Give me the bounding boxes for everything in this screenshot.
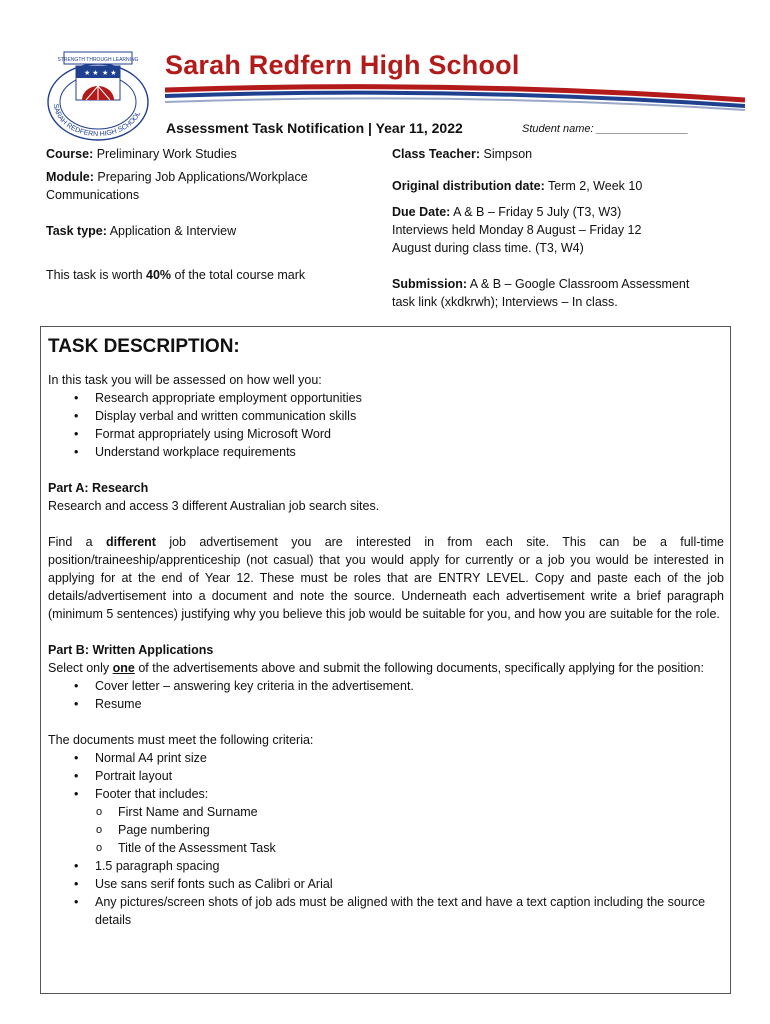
- task-type-label: Task type:: [46, 224, 107, 238]
- course-row: [46, 145, 366, 163]
- list-item: • Normal A4 print size: [48, 749, 724, 767]
- list-item: o First Name and Surname: [48, 803, 724, 821]
- notification-title: Assessment Task Notification | Year 11, 2022: [166, 120, 463, 136]
- part-b-pre: Select only: [48, 661, 113, 675]
- list-item: • Any pictures/screen shots of job ads must be aligned with the text and have a text caption including the source details: [48, 893, 724, 929]
- logo-motto: STRENGTH THROUGH LEARNING: [57, 57, 139, 63]
- task-type-value: Application & Interview: [106, 224, 237, 238]
- module-label: Module:: [46, 170, 94, 184]
- list-item: • Cover letter – answering key criteria in the advertisement.: [48, 677, 724, 695]
- module-value: Preparing Job Applications/Workplace: [93, 170, 308, 184]
- task-intro: In this task you will be assessed on how well you:: [48, 373, 322, 387]
- worth-value: 40%: [146, 268, 172, 282]
- task-type-row: [46, 222, 366, 240]
- list-item: • Portrait layout: [48, 767, 724, 785]
- list-item: • 1.5 paragraph spacing: [48, 857, 724, 875]
- list-item: • Footer that includes:: [48, 785, 724, 803]
- due-date-row: [392, 203, 732, 257]
- module-row: [46, 168, 376, 204]
- svg-text:★ ★: ★ ★: [102, 70, 117, 77]
- part-b-paragraph: [48, 659, 724, 677]
- list-item: o Title of the Assessment Task: [48, 839, 724, 857]
- teacher-value: Simpson: [480, 147, 533, 161]
- task-body: [48, 371, 724, 929]
- svg-text:★ ★: ★ ★: [84, 70, 99, 77]
- part-b-title: Part B: Written Applications: [48, 643, 214, 657]
- submission-label: Submission:: [392, 277, 468, 291]
- part-a-para-post: job advertisement you are interested in from each site. This can be a full-time position/traineeship/apprenticeship (not casual) that you would apply for currently or a job you would be interested in applying for at the end of Year 12. These must be roles that are ENTRY LEVEL. Copy and paste each of the job details/advertisement into a document and note the source. Underneath each advertisement write a brief paragraph (minimum 5 sentences) justifying why you believe this job would be suitable for you, and how you are suitable for the role.: [48, 535, 725, 621]
- part-a-title: Part A: Research: [48, 481, 149, 495]
- due-value-3: August during class time. (T3, W4): [392, 241, 584, 255]
- list-item: • Research appropriate employment opportunities: [48, 389, 724, 407]
- list-item: • Understand workplace requirements: [48, 443, 724, 461]
- worth-prefix: This task is worth: [46, 268, 147, 282]
- distribution-label: Original distribution date:: [392, 179, 545, 193]
- due-value: A & B – Friday 5 July (T3, W3): [450, 205, 622, 219]
- task-heading: TASK DESCRIPTION:: [48, 336, 240, 357]
- footer-items-list: [48, 803, 724, 857]
- intro-bullet-list: [48, 389, 724, 461]
- course-label: Course:: [46, 147, 94, 161]
- list-item: • Use sans serif fonts such as Calibri or Arial: [48, 875, 724, 893]
- distribution-row: [392, 177, 732, 195]
- distribution-value: Term 2, Week 10: [544, 179, 643, 193]
- teacher-row: [392, 145, 732, 163]
- submission-value: A & B – Google Classroom Assessment: [467, 277, 690, 291]
- teacher-label: Class Teacher:: [392, 147, 481, 161]
- due-value-2: Interviews held Monday 8 August – Friday 12: [392, 223, 642, 237]
- criteria-list-cont: [48, 857, 724, 929]
- part-a-line: Research and access 3 different Australian job search sites.: [48, 499, 380, 513]
- worth-suffix: of the total course mark: [171, 268, 306, 282]
- list-item: • Display verbal and written communication skills: [48, 407, 724, 425]
- list-item: • Resume: [48, 695, 724, 713]
- submission-value-2: task link (xkdkrwh); Interviews – In class.: [392, 295, 618, 309]
- part-b-post: of the advertisements above and submit the following documents, specifically applying for the position:: [134, 661, 704, 675]
- part-b-bullet-list: [48, 677, 724, 713]
- part-a-para-bold: different: [105, 535, 156, 549]
- student-name-field[interactable]: Student name: _______________: [522, 123, 689, 135]
- part-a-paragraph: [48, 533, 724, 623]
- criteria-intro: The documents must meet the following criteria:: [48, 733, 314, 747]
- logo-ring-text: SARAH REDFERN HIGH SCHOOL: [51, 103, 143, 139]
- list-item: o Page numbering: [48, 821, 724, 839]
- part-a-para-pre: Find a: [48, 535, 106, 549]
- part-b-bold: one: [112, 661, 135, 675]
- school-logo: [44, 44, 152, 144]
- school-name: Sarah Redfern High School: [165, 50, 520, 80]
- due-label: Due Date:: [392, 205, 451, 219]
- list-item: • Format appropriately using Microsoft Word: [48, 425, 724, 443]
- svg-text:SARAH REDFERN HIGH SCHOOL: [52, 103, 142, 138]
- course-value: Preliminary Work Studies: [93, 147, 237, 161]
- criteria-list: [48, 749, 724, 803]
- module-value-cont: Communications: [46, 188, 140, 202]
- submission-row: [392, 275, 732, 311]
- worth-row: [46, 266, 376, 284]
- header-banner: [165, 82, 745, 116]
